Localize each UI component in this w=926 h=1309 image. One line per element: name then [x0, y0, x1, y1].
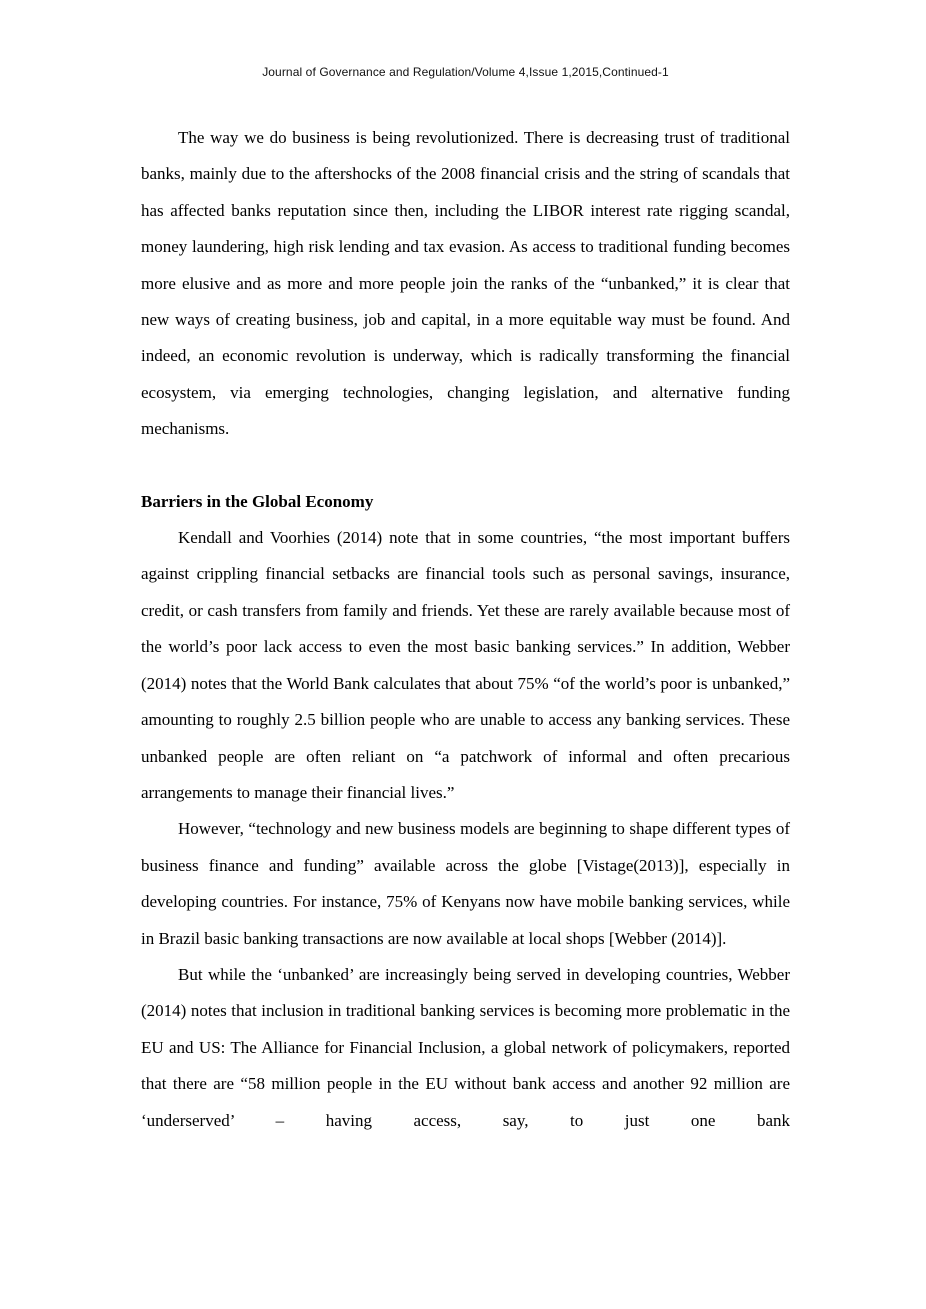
paragraph-barriers-2: However, “technology and new business models are beginning to shape different types of business finance and funding” available across the globe [Vistage(2013)], especially in developing countries. For instance, 75% of Kenyans now have mobile banking services, while in Brazil basic banking transactions are now available at local shops [Webber (2014)]. [141, 819, 790, 948]
page-body [141, 120, 790, 1139]
section-heading-barriers: Barriers in the Global Economy [141, 491, 374, 511]
paragraph-barriers-1: Kendall and Voorhies (2014) note that in some countries, “the most important buffers against crippling financial setbacks are financial tools such as personal savings, insurance, credit, or cash transfers from family and friends. Yet these are rarely available because most of the world’s poor lack access to even the most basic banking services.” In addition, Webber (2014) notes that the World Bank calculates that about 75% “of the world’s poor is unbanked,” amounting to roughly 2.5 billion people who are unable to access any banking services. These unbanked people are often reliant on “a patchwork of informal and often precarious arrangements to manage their financial lives.” [141, 528, 790, 802]
paragraph-intro: The way we do business is being revolutionized. There is decreasing trust of traditional banks, mainly due to the aftershocks of the 2008 financial crisis and the string of scandals that has affected banks reputation since then, including the LIBOR interest rate rigging scandal, money laundering, high risk lending and tax evasion. As access to traditional funding becomes more elusive and as more and more people join the ranks of the “unbanked,” it is clear that new ways of creating business, job and capital, in a more equitable way must be found. And indeed, an economic revolution is underway, which is radically transforming the financial ecosystem, via emerging technologies, changing legislation, and alternative funding mechanisms. [141, 128, 790, 439]
paragraph-barriers-3: But while the ‘unbanked’ are increasingly being served in developing countries, Webber (2014) notes that inclusion in traditional banking services is becoming more problematic in the EU and US: The Alliance for Financial Inclusion, a global network of policymakers, reported that there are “58 million people in the EU without bank access and another 92 million are ‘underserved’ – having access, say, to just one bank [141, 964, 790, 1130]
journal-running-header: Journal of Governance and Regulation/Volume 4,Issue 1,2015,Continued-1 [262, 65, 669, 79]
